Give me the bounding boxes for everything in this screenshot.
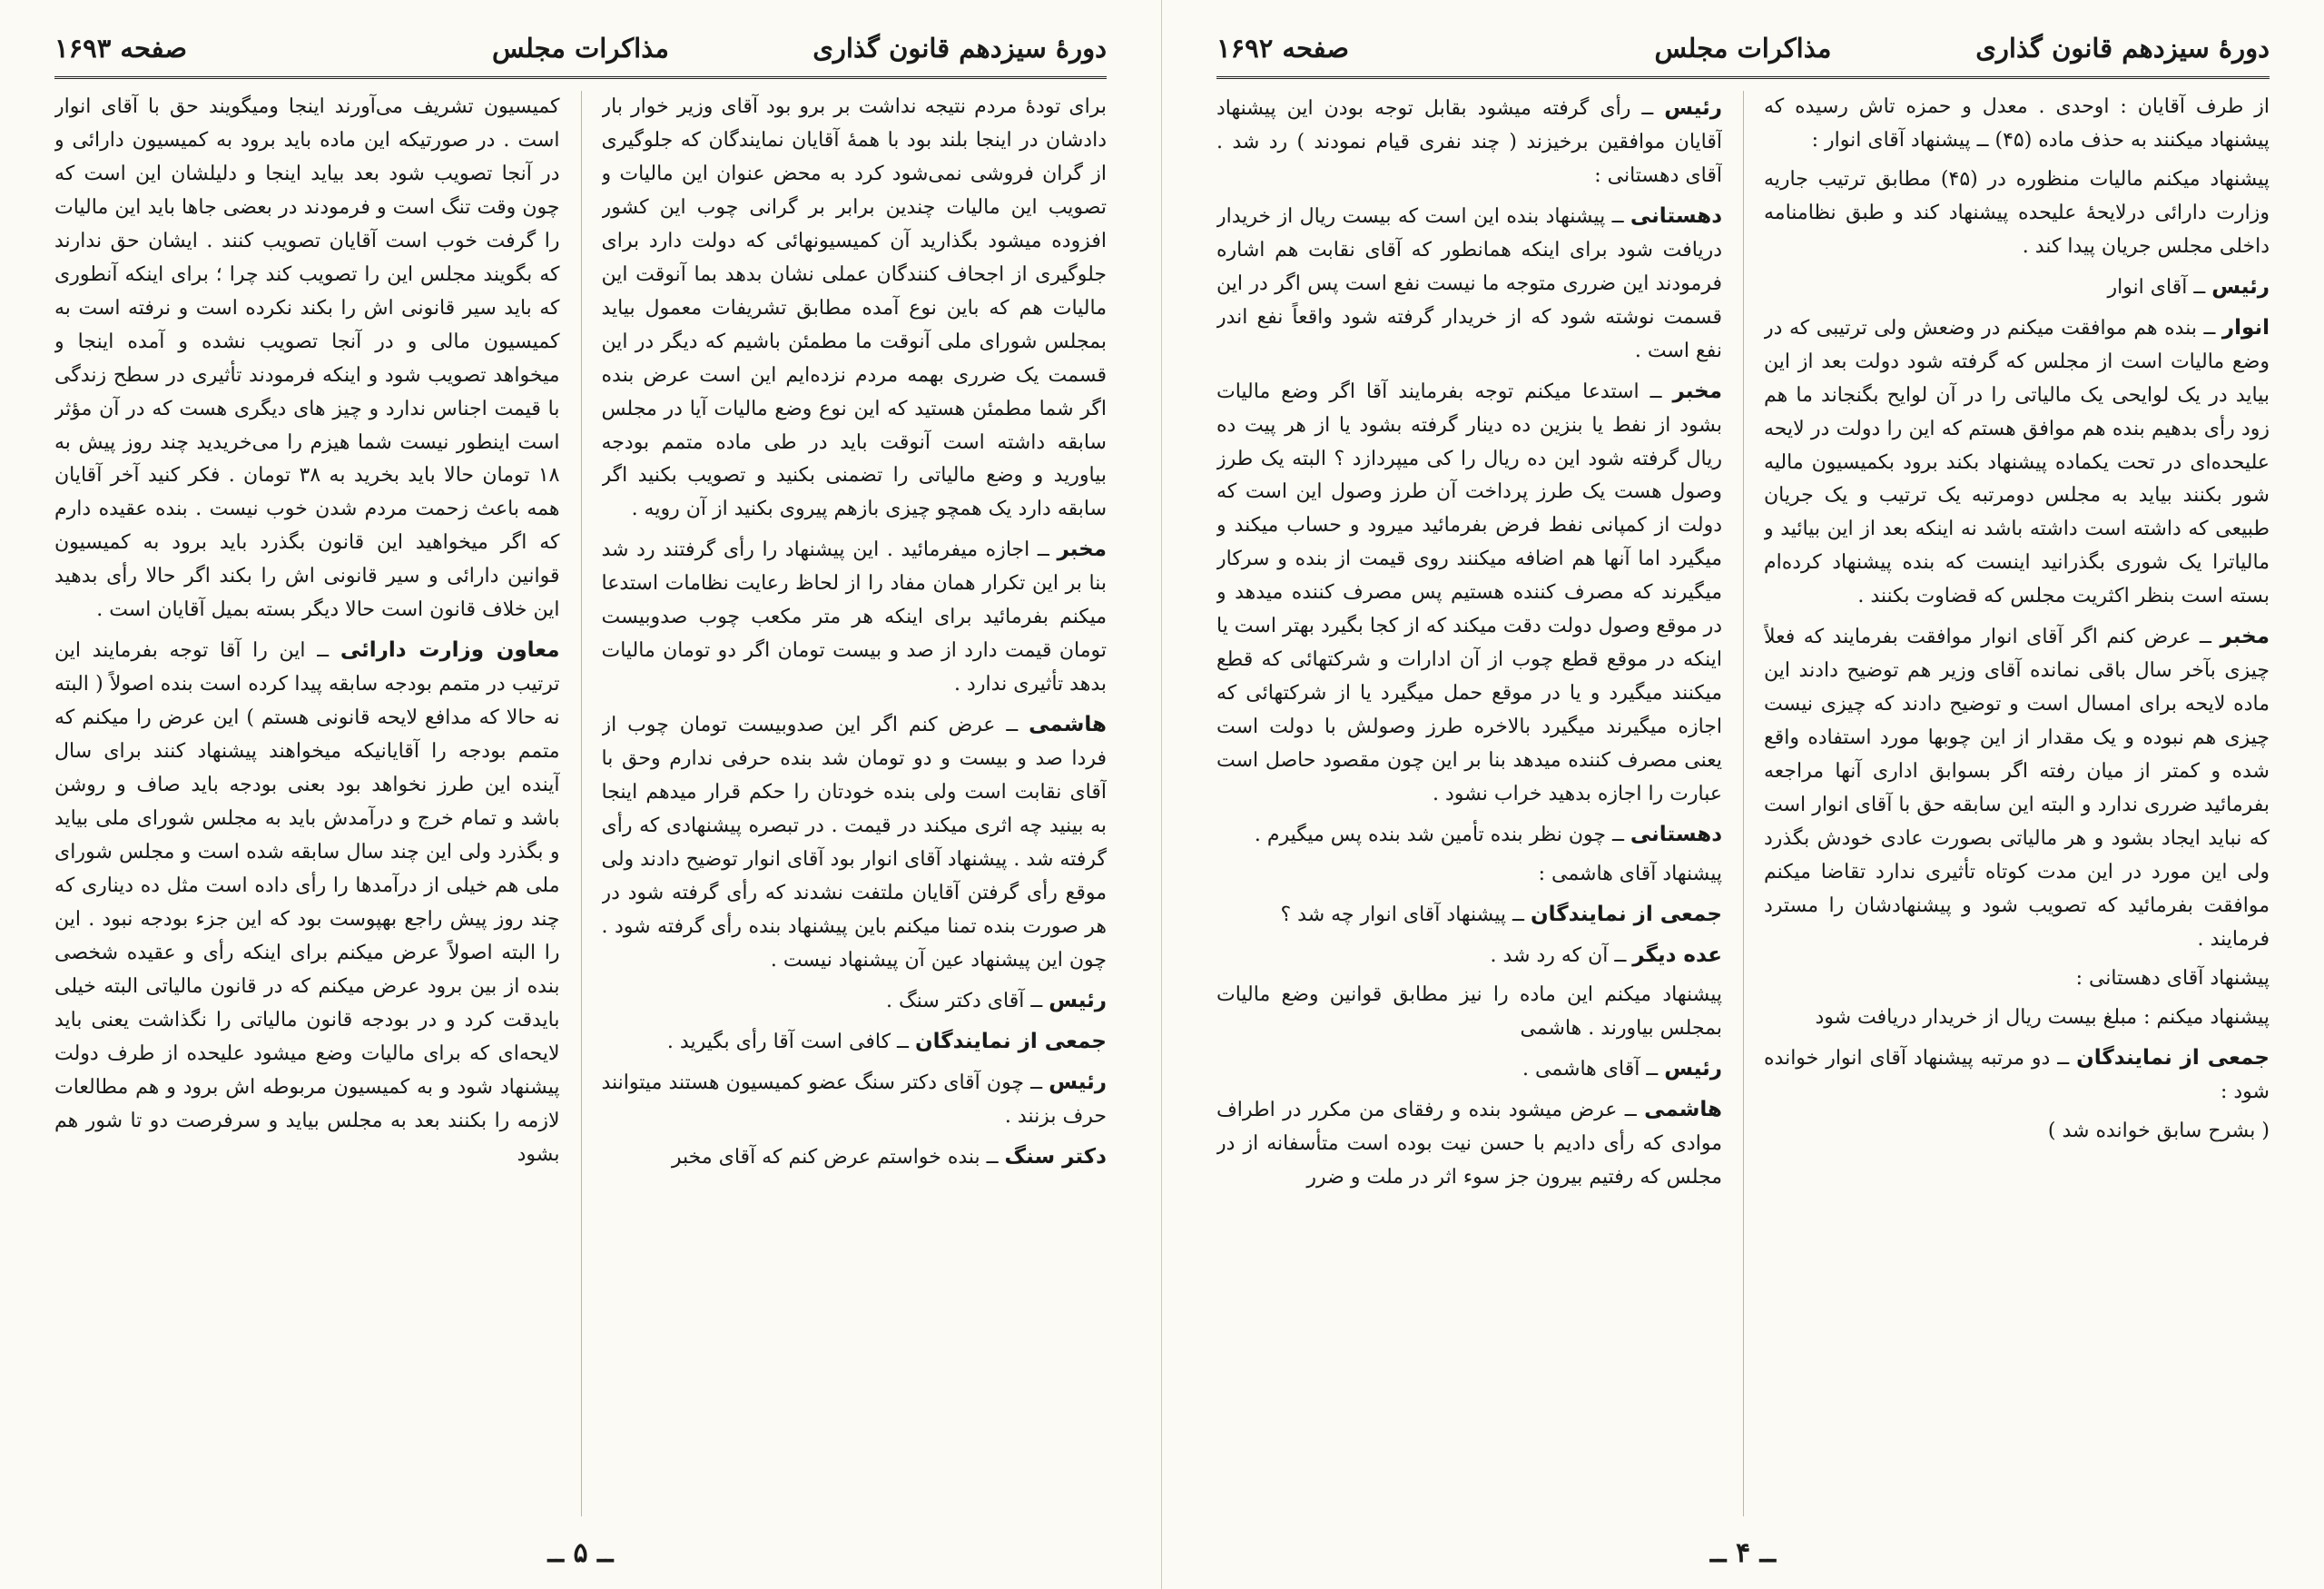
text-column-left bbox=[1216, 91, 1722, 1516]
speaker-name: رئیس bbox=[1664, 96, 1722, 120]
paragraph-text: ــ آقای هاشمی . bbox=[1522, 1057, 1659, 1081]
paragraph-text: از طرف آقایان : اوحدی . معدل و حمزه تاش رسیده که پیشنهاد میکنند به حذف ماده (۴۵) ــ پیشنهاد آقای انوار : bbox=[1764, 95, 2270, 152]
paragraph bbox=[1764, 91, 2270, 158]
speaker-name: هاشمی bbox=[1644, 1097, 1722, 1121]
paragraph-text: ــ پیشنهاد بنده این است که بیست ریال از خریدار دریافت شود برای اینکه همانطور که آقای نقابت هم اشاره فرمودند این ضرری متوجه ما نیست نفع است پس اگر در این قسمت نوشته شود که از خریدار گرفته شود واقعاً نفع اندر نفع است . bbox=[1216, 204, 1722, 362]
speaker-name: انوار bbox=[2221, 315, 2270, 340]
speaker-name: هاشمی bbox=[1029, 713, 1107, 737]
paragraph-text: پیشنهاد میکنم مالیات منظوره در (۴۵) مطابق ترتیب جاریه وزارت دارائی درلایحهٔ علیحده پیشنهاد کند و طبق نظامنامه داخلی مجلس جریان پیدا کند . bbox=[1764, 167, 2270, 258]
paragraph-text: کمیسیون تشریف می‌آورند اینجا ومیگویند حق با آقای انوار است . در صورتیکه این ماده باید برود به کمیسیون دارائی و در آنجا تصویب شود بعد بیاید اینجا و دلیلشان این است که چون وقت تنگ است و فرمودند در بعضی جاها باید این مالیات را گرفت خوب است آقایان تصویب کنند . ایشان حق ندارند که بگویند مجلس این را تصویب کند چرا ؛ برای اینکه آنطوری که باید سیر قانونی اش را بکند نکرده است و نرفته است به کمیسیون مالی و در آنجا تصویب نشده و آمده اینجا و میخواهد تصویب شود و اینکه فرمودند تأثیری در سطح زندگی با قیمت اجناس ندارد و چیز های دیگری هست که در آن مؤثر است اینطور نیست شما هیزم را می‌خریدید چند روز پیش به ۱۸ تومان حالا باید بخرید به ۳۸ تومان . فکر کنید آخر آقایان همه باعث زحمت مردم شدن خوب نیست . بنده عقیده دارم که اگر میخواهید این قانون بگذرد باید برود به کمیسیون قوانین دارائی و سیر قانونی اش را بکند اگر حالا رأی بدهید این خلاف قانون است حالا دیگر بسته بمیل آقایان است . bbox=[54, 95, 560, 622]
paragraph-text: ــ آقای دکتر سنگ . bbox=[886, 989, 1043, 1012]
paragraph-text: ــ عرض کنم اگر این صدوبیست تومان چوب از فردا صد و بیست و دو تومان شد بنده حرفی ندارم وحق با آقای نقابت است ولی بنده خودتان را حکم قرار میدهم اینجا به بینید چه اثری میکند در قیمت . در تبصره پیشنهادی که رأی گرفته شد . پیشنهاد آقای انوار بود آقای انوار توضیح دادند ولی موقع رأی گرفتن آقایان ملتفت نشدند که رأی گرفته شود در هر صورت بنده تمنا میکنم باین پیشنهاد بنده رأی گرفته شود . چون این پیشنهاد عین آن پیشنهاد نیست . bbox=[601, 714, 1107, 972]
paragraph bbox=[1216, 91, 1722, 193]
paragraph-text: ــ این را آقا توجه بفرمایند این ترتیب در متمم بودجه سابقه پیدا کرده است بنده اصولاً ( البته نه حالا که مدافع لایحه قانونی هستم ) این عرض را میکنم که متمم بودجه را آقایانیکه میخواهند پیشنهاد کنند برای سال آینده این طرز نخواهد بود بعنی بودجه باید صاف و روشن باشد و تمام خرج و درآمدش باید به مجلس شورای ملی بیاید و بگذرد ولی این چند سال سابقه شده است و مجلس شورای ملی هم خیلی از درآمدها را رأی داده است مثل ده دیناری که چند روز پیش راجع بهپوست بود که این جزء بودجه نبود . این را البته اصولاً عرض میکنم برای اینکه رأی و عقیده شخصی بنده از بین برود عرض میکنم که در قانون مالیاتی البته خیلی بایدقت کرد و در بودجه قانون مالیاتی را نگذاشت یعنی باید لایحه‌ای که برای مالیات وضع میشود علیحده از طرف دولت پیشنهاد شود و به کمیسیون مربوطه اش برود و هم مطالعات لازمه را بکنند بعد به مجلس بیاید و سرفرصت دو تا شور هم بشود bbox=[54, 639, 560, 1166]
page-footer-number: ــ ۵ ــ bbox=[547, 1537, 614, 1569]
speaker-name: جمعی از نمایندگان bbox=[2076, 1045, 2270, 1070]
paragraph-text: ــ عرض کنم اگر آقای انوار موافقت بفرمایند که فعلاً چیزی بآخر سال باقی نمانده آقای وزیر هم توضیح دادند این ماده لایحه برای امسال است و توضیح دادند که چیزی نیست چیزی هم نبوده و یک مقدار از این چوبها مورد استفاده واقع شده و کمتر از میان رفته اگر بسوابق اداری آنها مراجعه بفرمائید ضرری ندارد و البته این سابقه حق با آقای انوار است که نباید ایجاد بشود و هر مالیاتی بصورت عادی خودش بگذرد ولی این مورد در این مدت کوتاه تأثیری ندارد تقاضا میکنم موافقت بفرمائید که تصویب شود و پیشنهادشان را مسترد فرمایند . bbox=[1764, 626, 2270, 951]
paragraph bbox=[1764, 619, 2270, 957]
paragraph-text: ــ اجازه میفرمائید . این پیشنهاد را رأی گرفتند رد شد بنا بر این تکرار همان مفاد را از لحاظ رعایت نظامات استدعا میکنم بفرمائید برای اینکه هر متر مکعب چوب صدوبیست تومان قیمت دارد از صد و بیست تومان اگر دو تومان مالیات بدهد تأثیری ندارد . bbox=[601, 538, 1107, 696]
paragraph-text: ــ چون آقای دکتر سنگ عضو کمیسیون هستند میتوانند حرف بزنند . bbox=[601, 1071, 1107, 1128]
paragraph bbox=[1764, 1115, 2270, 1149]
text-column-right bbox=[1764, 91, 2270, 1516]
paragraph bbox=[1764, 270, 2270, 305]
paragraph bbox=[54, 633, 560, 1171]
page-number: صفحه ۱۶۹۲ bbox=[1216, 33, 1349, 64]
speaker-name: مخبر bbox=[1057, 538, 1107, 562]
paragraph bbox=[1216, 1092, 1722, 1195]
right-page-header bbox=[1216, 25, 2270, 79]
right-page bbox=[1162, 0, 2324, 1589]
speaker-name: عده دیگر bbox=[1632, 943, 1722, 967]
speaker-name: رئیس bbox=[1049, 1070, 1107, 1094]
speaker-name: دکتر سنگ bbox=[1004, 1144, 1107, 1169]
speaker-name: جمعی از نمایندگان bbox=[914, 1029, 1107, 1053]
paragraph-text: ــ استدعا میکنم توجه بفرمایند آقا اگر وضع مالیات بشود از نفط یا بنزین ده دینار گرفته بشود یا از هر پیت ده ریال گرفته شود این ده ریال را کی میپردازد ؟ البته یک طرز وصول هست یک طرز پرداخت آن طرز وصول این است که دولت از کمپانی نفط فرض بفرمائید میرود و حساب میکند و میگیرد اما آنها هم اضافه میکنند روی قیمت از بنده و سرکار میگیرند که مصرف کننده هستیم پس مصرف کننده میدهد و در موقع وصول دولت دقت میکند که از کجا بگیرد بهتر است یا اینکه در موقع قطع چوب از آن ادارات و شرکتهائی که قطع میکنند میگیرد و یا در موقع حمل میگیرد یا از شرکتهائی که اجازه میگیرند میگیرد بالاخره طرز وصولش با دولت است یعنی مصرف کننده میدهد بنا بر این چون مقصود حاصل است عبارت را اجازه بدهید خراب نشود . bbox=[1216, 380, 1722, 806]
right-page-columns bbox=[1216, 91, 2270, 1516]
paragraph-text: ــ بنده خواستم عرض کنم که آقای مخبر bbox=[671, 1145, 999, 1169]
paragraph bbox=[1764, 1041, 2270, 1110]
paragraph-text: ــ پیشنهاد آقای انوار چه شد ؟ bbox=[1280, 903, 1524, 926]
paragraph bbox=[1764, 962, 2270, 996]
text-column-right bbox=[602, 91, 1108, 1516]
paragraph bbox=[1764, 311, 2270, 615]
page-number: صفحه ۱۶۹۳ bbox=[54, 33, 187, 64]
paragraph-text: ــ آن که رد شد . bbox=[1490, 943, 1627, 967]
paragraph-text: ــ آقای انوار bbox=[2107, 275, 2206, 299]
left-page-header bbox=[54, 25, 1107, 79]
paragraph-text: ــ بنده هم موافقت میکنم در وضعش ولی ترتیبی که در وضع مالیات است از مجلس که گرفته شود دولت بعد از این بیاید در یک لوایحی یک مالیاتی را در آن لوایح بگنجاند ما هم زود رأی بدهیم بنده هم موافق هستم که این را دولت در لایحه علیحده‌ای در تحت یکماده پیشنهاد بکند برود بکمیسیون مالیه شور بکنند بیاید به مجلس دومرتبه یک ترتیب و یک جریان طبیعی که داشته است داشته باشد نه اینکه بعد از این بیائید و مالیاترا یک شوری بگذرانید اینست که بنده پیشنهاد کرده‌ام بسته است بنظر اکثریت مجلس که قضاوت بکنند . bbox=[1764, 316, 2270, 608]
paragraph bbox=[1216, 979, 1722, 1046]
paragraph bbox=[1216, 897, 1722, 933]
paragraph-text: پیشنهاد آقای دهستانی : bbox=[2075, 966, 2270, 990]
paragraph-text: برای تودهٔ مردم نتیجه نداشت بر برو بود آقای وزیر خوار بار دادشان در اینجا بلند بود با همهٔ آقایان نمایندگان که جلوگیری از گران فروشی نمی‌شود کرد به محض عنوان این مالیات و تصویب این مالیات چندین برابر بر گرانی چوب این کشور افزوده میشود بگذارید آن کمیسیونهائی که دولت دارد برای جلوگیری از اجحاف کنندگان عملی نشان بدهد بما آنوقت این مالیات هم که باین نوع آمده مطابق تشریفات معمول بیاید بمجلس شورای ملی آنوقت ما مطمئن باشیم که دیگر در این قسمت یک ضرری بهمه مردم نزده‌ایم این است عرض بنده اگر شما مطمئن هستید که این نوع وضع مالیات آیا در مجلس سابقه داشته است آنوقت باید در طی ماده متمم بودجه بیاورید و وضع مالیاتی را تضمنی بکنید و تصویب بکنید اگر سابقه دارد یک همچو چیزی بازهم پیروی بکنید از آن رویه . bbox=[601, 95, 1107, 521]
paragraph-text: ــ رأی گرفته میشود بقابل توجه بودن این پیشنهاد آقایان موافقین برخیزند ( چند نفری قیام نمودند ) رد شد . آقای دهستانی : bbox=[1216, 97, 1722, 187]
text-column-left bbox=[54, 91, 560, 1516]
paragraph bbox=[1216, 374, 1722, 812]
paragraph bbox=[602, 532, 1108, 702]
speaker-name: دهستانی bbox=[1630, 203, 1722, 228]
paragraph-text: ــ کافی است آقا رأی بگیرید . bbox=[666, 1030, 909, 1053]
page-footer-number: ــ ۴ ــ bbox=[1709, 1537, 1777, 1569]
speaker-name: دهستانی bbox=[1630, 823, 1722, 847]
paragraph bbox=[602, 1140, 1108, 1175]
paragraph bbox=[1764, 1002, 2270, 1035]
paragraph bbox=[1216, 817, 1722, 853]
speaker-name: رئیس bbox=[1049, 988, 1107, 1012]
paragraph-text: پیشنهاد میکنم : مبلغ بیست ریال از خریدار دریافت شود bbox=[1815, 1005, 2270, 1029]
session-title: دورهٔ سیزدهم قانون گذاری bbox=[812, 33, 1107, 64]
paragraph bbox=[1216, 1051, 1722, 1087]
paragraph bbox=[602, 983, 1108, 1019]
paragraph bbox=[1216, 938, 1722, 973]
paragraph bbox=[602, 1024, 1108, 1060]
journal-title: مذاکرات مجلس bbox=[492, 33, 669, 64]
paragraph-text: پیشنهاد آقای هاشمی : bbox=[1538, 862, 1722, 885]
paragraph bbox=[1764, 163, 2270, 264]
paragraph bbox=[602, 1065, 1108, 1134]
paragraph bbox=[602, 707, 1108, 978]
paragraph bbox=[1216, 858, 1722, 892]
speaker-name: مخبر bbox=[2220, 625, 2270, 649]
speaker-name: رئیس bbox=[1664, 1056, 1722, 1081]
speaker-name: جمعی از نمایندگان bbox=[1530, 902, 1722, 926]
speaker-name: رئیس bbox=[2211, 274, 2270, 299]
session-title: دورهٔ سیزدهم قانون گذاری bbox=[1975, 33, 2270, 64]
paragraph bbox=[602, 91, 1108, 527]
paragraph-text: ــ عرض میشود بنده و رفقای من مکرر در اطراف موادی که رأی دادیم با حسن نیت بوده است متأسفانه از در مجلس که رفتیم بیرون جز سوء اثر در ملت و ضرر bbox=[1216, 1098, 1722, 1189]
paragraph-text: ( بشرح سابق خوانده شد ) bbox=[2047, 1119, 2270, 1142]
paragraph bbox=[54, 91, 560, 627]
speaker-name: معاون وزارت دارائی bbox=[340, 638, 560, 663]
journal-title: مذاکرات مجلس bbox=[1654, 33, 1832, 64]
speaker-name: مخبر bbox=[1672, 379, 1722, 403]
left-page-columns bbox=[54, 91, 1107, 1516]
paragraph-text: پیشنهاد میکنم این ماده را نیز مطابق قوانین وضع مالیات بمجلس بیاورند . هاشمی bbox=[1216, 982, 1722, 1040]
paragraph bbox=[1216, 199, 1722, 369]
paragraph-text: ــ چون نظر بنده تأمین شد بنده پس میگیرم . bbox=[1254, 824, 1624, 847]
paragraph-text: ــ دو مرتبه پیشنهاد آقای انوار خوانده شود : bbox=[1764, 1046, 2270, 1103]
